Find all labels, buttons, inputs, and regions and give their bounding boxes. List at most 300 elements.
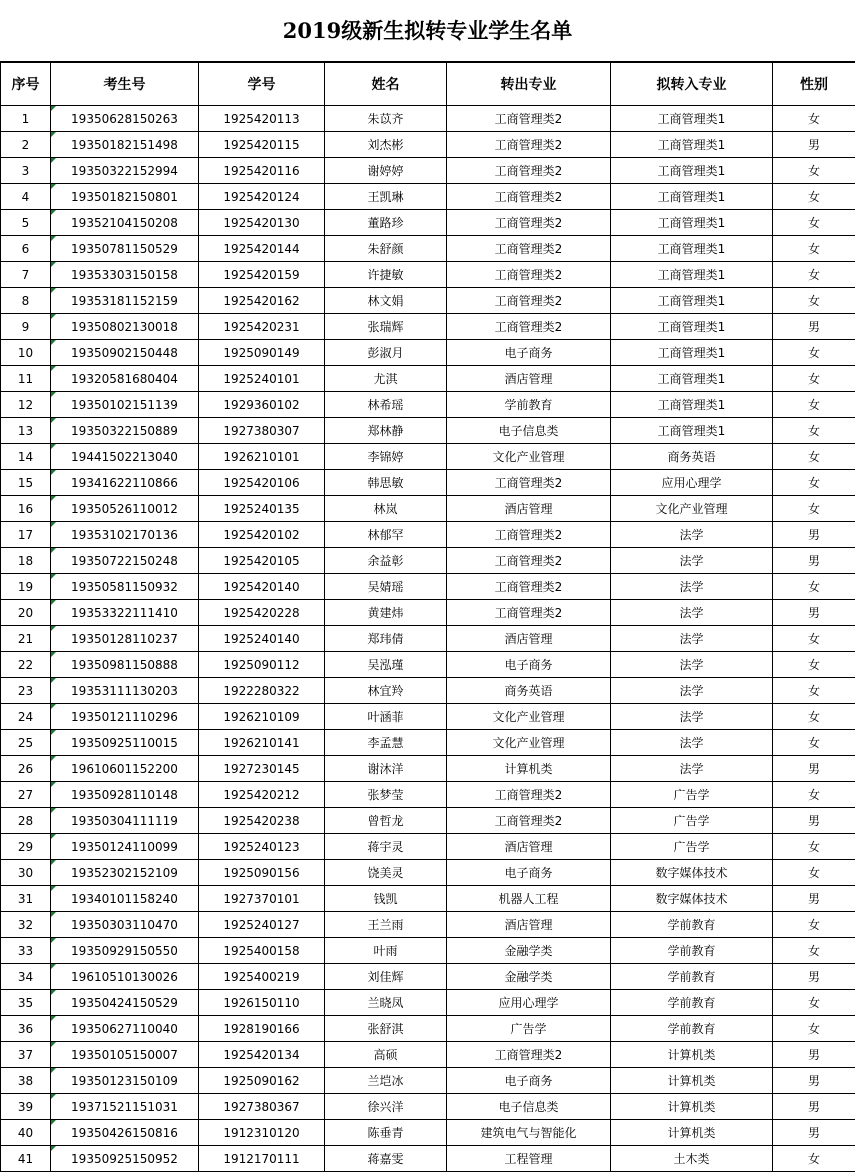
cell-exam-no: 19350128110237 [51, 626, 199, 652]
cell-from-major: 电子信息类 [447, 1094, 611, 1120]
cell-name: 郑玮倩 [325, 626, 447, 652]
cell-name: 谢婷婷 [325, 158, 447, 184]
table-row [1, 340, 855, 366]
cell-to-major: 广告学 [611, 834, 773, 860]
cell-to-major: 工商管理类1 [611, 236, 773, 262]
cell-student-no: 1925090156 [199, 860, 325, 886]
header-gender: 性别 [773, 63, 855, 106]
sheet-title: 2019级新生拟转专业学生名单 [0, 0, 855, 62]
cell-seq: 16 [1, 496, 51, 522]
cell-from-major: 工商管理类2 [447, 522, 611, 548]
cell-from-major: 工商管理类2 [447, 132, 611, 158]
cell-student-no: 1925420102 [199, 522, 325, 548]
cell-student-no: 1927230145 [199, 756, 325, 782]
table-row [1, 548, 855, 574]
cell-name: 尤淇 [325, 366, 447, 392]
header-row [1, 63, 855, 106]
cell-from-major: 商务英语 [447, 678, 611, 704]
cell-seq: 22 [1, 652, 51, 678]
cell-gender: 女 [773, 782, 855, 808]
cell-from-major: 工商管理类2 [447, 470, 611, 496]
cell-exam-no: 19353102170136 [51, 522, 199, 548]
cell-to-major: 计算机类 [611, 1120, 773, 1146]
cell-name: 蒋宇灵 [325, 834, 447, 860]
cell-student-no: 1925420228 [199, 600, 325, 626]
cell-exam-no: 19350928110148 [51, 782, 199, 808]
cell-gender: 女 [773, 678, 855, 704]
cell-name: 吴泓瑾 [325, 652, 447, 678]
cell-seq: 24 [1, 704, 51, 730]
cell-name: 林希瑶 [325, 392, 447, 418]
cell-exam-no: 19371521151031 [51, 1094, 199, 1120]
cell-from-major: 酒店管理 [447, 496, 611, 522]
cell-gender: 女 [773, 1146, 855, 1172]
table-row [1, 834, 855, 860]
cell-name: 陈垂青 [325, 1120, 447, 1146]
cell-student-no: 1925090149 [199, 340, 325, 366]
table-row [1, 314, 855, 340]
header-seq: 序号 [1, 63, 51, 106]
cell-from-major: 工程管理 [447, 1146, 611, 1172]
cell-from-major: 文化产业管理 [447, 704, 611, 730]
cell-to-major: 学前教育 [611, 938, 773, 964]
cell-student-no: 1925420116 [199, 158, 325, 184]
cell-gender: 男 [773, 1120, 855, 1146]
cell-seq: 12 [1, 392, 51, 418]
cell-student-no: 1912170111 [199, 1146, 325, 1172]
cell-name: 叶雨 [325, 938, 447, 964]
cell-name: 林郁罕 [325, 522, 447, 548]
cell-from-major: 工商管理类2 [447, 548, 611, 574]
table-row [1, 860, 855, 886]
cell-exam-no: 19352104150208 [51, 210, 199, 236]
cell-name: 钱凯 [325, 886, 447, 912]
table-row [1, 886, 855, 912]
cell-gender: 女 [773, 1016, 855, 1042]
cell-student-no: 1925240135 [199, 496, 325, 522]
cell-seq: 9 [1, 314, 51, 340]
cell-from-major: 工商管理类2 [447, 158, 611, 184]
cell-to-major: 工商管理类1 [611, 210, 773, 236]
cell-name: 林宜羚 [325, 678, 447, 704]
table-row [1, 808, 855, 834]
cell-seq: 23 [1, 678, 51, 704]
cell-student-no: 1925420113 [199, 106, 325, 132]
cell-gender: 女 [773, 366, 855, 392]
cell-to-major: 学前教育 [611, 1016, 773, 1042]
cell-exam-no: 19350581150932 [51, 574, 199, 600]
cell-student-no: 1926150110 [199, 990, 325, 1016]
cell-to-major: 学前教育 [611, 990, 773, 1016]
cell-student-no: 1925090112 [199, 652, 325, 678]
table-row [1, 730, 855, 756]
cell-seq: 20 [1, 600, 51, 626]
cell-gender: 男 [773, 522, 855, 548]
cell-gender: 男 [773, 756, 855, 782]
header-from-major: 转出专业 [447, 63, 611, 106]
cell-gender: 男 [773, 964, 855, 990]
cell-name: 许捷敏 [325, 262, 447, 288]
cell-gender: 女 [773, 262, 855, 288]
cell-from-major: 建筑电气与智能化 [447, 1120, 611, 1146]
cell-seq: 41 [1, 1146, 51, 1172]
table-row [1, 106, 855, 132]
cell-gender: 女 [773, 730, 855, 756]
header-student-no: 学号 [199, 63, 325, 106]
cell-exam-no: 19320581680404 [51, 366, 199, 392]
cell-gender: 女 [773, 418, 855, 444]
cell-to-major: 土木类 [611, 1146, 773, 1172]
table-row [1, 236, 855, 262]
cell-gender: 女 [773, 860, 855, 886]
cell-seq: 10 [1, 340, 51, 366]
cell-name: 兰晓凤 [325, 990, 447, 1016]
table-row [1, 288, 855, 314]
cell-gender: 男 [773, 1068, 855, 1094]
cell-exam-no: 19350123150109 [51, 1068, 199, 1094]
cell-from-major: 电子商务 [447, 340, 611, 366]
cell-exam-no: 19350902150448 [51, 340, 199, 366]
cell-to-major: 法学 [611, 600, 773, 626]
cell-name: 王兰雨 [325, 912, 447, 938]
cell-gender: 女 [773, 574, 855, 600]
cell-to-major: 工商管理类1 [611, 132, 773, 158]
student-table [0, 62, 855, 1172]
cell-name: 韩思敏 [325, 470, 447, 496]
table-row [1, 1068, 855, 1094]
table-row [1, 496, 855, 522]
cell-from-major: 电子信息类 [447, 418, 611, 444]
cell-from-major: 工商管理类2 [447, 262, 611, 288]
cell-to-major: 商务英语 [611, 444, 773, 470]
cell-seq: 17 [1, 522, 51, 548]
cell-seq: 5 [1, 210, 51, 236]
cell-name: 高硕 [325, 1042, 447, 1068]
table-row [1, 704, 855, 730]
cell-student-no: 1925400219 [199, 964, 325, 990]
cell-name: 曾哲龙 [325, 808, 447, 834]
cell-gender: 女 [773, 990, 855, 1016]
cell-student-no: 1926210109 [199, 704, 325, 730]
cell-gender: 男 [773, 1094, 855, 1120]
cell-name: 饶美灵 [325, 860, 447, 886]
cell-from-major: 金融学类 [447, 938, 611, 964]
table-row [1, 652, 855, 678]
cell-name: 蒋嘉雯 [325, 1146, 447, 1172]
cell-name: 朱苡齐 [325, 106, 447, 132]
cell-student-no: 1925240101 [199, 366, 325, 392]
table-row [1, 418, 855, 444]
cell-name: 彭淑月 [325, 340, 447, 366]
cell-from-major: 工商管理类2 [447, 808, 611, 834]
cell-student-no: 1925420162 [199, 288, 325, 314]
table-row [1, 964, 855, 990]
cell-student-no: 1925400158 [199, 938, 325, 964]
cell-exam-no: 19350627110040 [51, 1016, 199, 1042]
cell-gender: 男 [773, 808, 855, 834]
cell-exam-no: 19350929150550 [51, 938, 199, 964]
cell-gender: 女 [773, 184, 855, 210]
cell-exam-no: 19350105150007 [51, 1042, 199, 1068]
cell-seq: 39 [1, 1094, 51, 1120]
cell-to-major: 法学 [611, 652, 773, 678]
cell-student-no: 1912310120 [199, 1120, 325, 1146]
cell-to-major: 文化产业管理 [611, 496, 773, 522]
cell-student-no: 1927380307 [199, 418, 325, 444]
table-row [1, 1042, 855, 1068]
cell-to-major: 法学 [611, 678, 773, 704]
cell-from-major: 工商管理类2 [447, 184, 611, 210]
cell-gender: 女 [773, 236, 855, 262]
cell-exam-no: 19350322152994 [51, 158, 199, 184]
cell-from-major: 工商管理类2 [447, 1042, 611, 1068]
cell-from-major: 机器人工程 [447, 886, 611, 912]
cell-exam-no: 19350322150889 [51, 418, 199, 444]
cell-seq: 19 [1, 574, 51, 600]
cell-from-major: 工商管理类2 [447, 600, 611, 626]
cell-gender: 女 [773, 704, 855, 730]
table-row [1, 262, 855, 288]
cell-gender: 女 [773, 210, 855, 236]
table-row [1, 574, 855, 600]
cell-name: 王凯琳 [325, 184, 447, 210]
cell-gender: 男 [773, 600, 855, 626]
cell-name: 谢沐洋 [325, 756, 447, 782]
cell-gender: 女 [773, 626, 855, 652]
cell-exam-no: 19350182151498 [51, 132, 199, 158]
cell-gender: 女 [773, 834, 855, 860]
cell-from-major: 工商管理类2 [447, 236, 611, 262]
cell-name: 叶涵菲 [325, 704, 447, 730]
table-row [1, 626, 855, 652]
cell-exam-no: 19350925110015 [51, 730, 199, 756]
cell-exam-no: 19341622110866 [51, 470, 199, 496]
cell-from-major: 工商管理类2 [447, 314, 611, 340]
cell-seq: 35 [1, 990, 51, 1016]
table-row [1, 756, 855, 782]
cell-student-no: 1925090162 [199, 1068, 325, 1094]
cell-seq: 27 [1, 782, 51, 808]
cell-from-major: 工商管理类2 [447, 288, 611, 314]
cell-to-major: 学前教育 [611, 964, 773, 990]
cell-from-major: 酒店管理 [447, 834, 611, 860]
cell-gender: 男 [773, 548, 855, 574]
cell-to-major: 法学 [611, 574, 773, 600]
cell-to-major: 法学 [611, 704, 773, 730]
table-row [1, 184, 855, 210]
cell-gender: 男 [773, 886, 855, 912]
cell-gender: 男 [773, 1042, 855, 1068]
table-row [1, 444, 855, 470]
cell-exam-no: 19350124110099 [51, 834, 199, 860]
cell-exam-no: 19353322111410 [51, 600, 199, 626]
cell-seq: 36 [1, 1016, 51, 1042]
cell-to-major: 应用心理学 [611, 470, 773, 496]
cell-from-major: 酒店管理 [447, 626, 611, 652]
table-row [1, 132, 855, 158]
header-to-major: 拟转入专业 [611, 63, 773, 106]
cell-name: 张舒淇 [325, 1016, 447, 1042]
cell-name: 林岚 [325, 496, 447, 522]
cell-seq: 33 [1, 938, 51, 964]
cell-seq: 25 [1, 730, 51, 756]
table-row [1, 1016, 855, 1042]
cell-from-major: 电子商务 [447, 652, 611, 678]
cell-from-major: 文化产业管理 [447, 444, 611, 470]
table-body [1, 106, 855, 1172]
cell-exam-no: 19350981150888 [51, 652, 199, 678]
cell-from-major: 工商管理类2 [447, 106, 611, 132]
table-row [1, 600, 855, 626]
table-row [1, 158, 855, 184]
cell-to-major: 工商管理类1 [611, 262, 773, 288]
cell-student-no: 1926210101 [199, 444, 325, 470]
cell-student-no: 1925420140 [199, 574, 325, 600]
cell-seq: 21 [1, 626, 51, 652]
cell-to-major: 数字媒体技术 [611, 860, 773, 886]
cell-exam-no: 19350628150263 [51, 106, 199, 132]
cell-to-major: 工商管理类1 [611, 366, 773, 392]
cell-to-major: 工商管理类1 [611, 340, 773, 366]
table-row [1, 470, 855, 496]
cell-student-no: 1925420115 [199, 132, 325, 158]
cell-name: 吴婧瑶 [325, 574, 447, 600]
cell-exam-no: 19352302152109 [51, 860, 199, 886]
cell-student-no: 1925240140 [199, 626, 325, 652]
cell-exam-no: 19350182150801 [51, 184, 199, 210]
table-row [1, 782, 855, 808]
cell-gender: 女 [773, 652, 855, 678]
cell-seq: 4 [1, 184, 51, 210]
cell-name: 郑林静 [325, 418, 447, 444]
table-row [1, 392, 855, 418]
cell-student-no: 1925240123 [199, 834, 325, 860]
cell-student-no: 1927370101 [199, 886, 325, 912]
cell-from-major: 工商管理类2 [447, 782, 611, 808]
cell-student-no: 1925420231 [199, 314, 325, 340]
cell-seq: 34 [1, 964, 51, 990]
table-row [1, 938, 855, 964]
cell-seq: 29 [1, 834, 51, 860]
cell-student-no: 1925420159 [199, 262, 325, 288]
cell-seq: 14 [1, 444, 51, 470]
cell-to-major: 法学 [611, 730, 773, 756]
cell-exam-no: 19350802130018 [51, 314, 199, 340]
header-exam-no: 考生号 [51, 63, 199, 106]
cell-student-no: 1927380367 [199, 1094, 325, 1120]
cell-student-no: 1925420105 [199, 548, 325, 574]
cell-name: 徐兴洋 [325, 1094, 447, 1120]
table-row [1, 1094, 855, 1120]
cell-student-no: 1929360102 [199, 392, 325, 418]
cell-name: 张梦莹 [325, 782, 447, 808]
cell-exam-no: 19610601152200 [51, 756, 199, 782]
cell-to-major: 计算机类 [611, 1094, 773, 1120]
cell-seq: 8 [1, 288, 51, 314]
cell-student-no: 1926210141 [199, 730, 325, 756]
cell-seq: 26 [1, 756, 51, 782]
cell-name: 张瑞辉 [325, 314, 447, 340]
table-row [1, 990, 855, 1016]
cell-name: 余益彰 [325, 548, 447, 574]
cell-to-major: 工商管理类1 [611, 106, 773, 132]
cell-exam-no: 19441502213040 [51, 444, 199, 470]
cell-seq: 15 [1, 470, 51, 496]
cell-to-major: 数字媒体技术 [611, 886, 773, 912]
table-row [1, 1146, 855, 1172]
cell-name: 李锦婷 [325, 444, 447, 470]
cell-name: 黄建炜 [325, 600, 447, 626]
cell-seq: 6 [1, 236, 51, 262]
cell-seq: 31 [1, 886, 51, 912]
cell-from-major: 文化产业管理 [447, 730, 611, 756]
cell-exam-no: 19350303110470 [51, 912, 199, 938]
cell-student-no: 1925420212 [199, 782, 325, 808]
cell-seq: 28 [1, 808, 51, 834]
cell-student-no: 1925420134 [199, 1042, 325, 1068]
cell-seq: 40 [1, 1120, 51, 1146]
cell-student-no: 1925420130 [199, 210, 325, 236]
cell-seq: 3 [1, 158, 51, 184]
cell-seq: 30 [1, 860, 51, 886]
cell-exam-no: 19350424150529 [51, 990, 199, 1016]
cell-name: 林文娟 [325, 288, 447, 314]
cell-seq: 1 [1, 106, 51, 132]
header-name: 姓名 [325, 63, 447, 106]
cell-gender: 女 [773, 496, 855, 522]
cell-exam-no: 19350121110296 [51, 704, 199, 730]
table-row [1, 366, 855, 392]
cell-gender: 男 [773, 132, 855, 158]
cell-to-major: 工商管理类1 [611, 184, 773, 210]
cell-exam-no: 19350304111119 [51, 808, 199, 834]
cell-gender: 女 [773, 340, 855, 366]
cell-from-major: 学前教育 [447, 392, 611, 418]
cell-to-major: 法学 [611, 548, 773, 574]
cell-exam-no: 19610510130026 [51, 964, 199, 990]
cell-exam-no: 19353303150158 [51, 262, 199, 288]
table-row [1, 912, 855, 938]
cell-gender: 女 [773, 288, 855, 314]
cell-gender: 男 [773, 314, 855, 340]
cell-exam-no: 19340101158240 [51, 886, 199, 912]
cell-name: 董路珍 [325, 210, 447, 236]
cell-gender: 女 [773, 470, 855, 496]
cell-student-no: 1922280322 [199, 678, 325, 704]
cell-exam-no: 19350722150248 [51, 548, 199, 574]
cell-from-major: 电子商务 [447, 1068, 611, 1094]
cell-seq: 38 [1, 1068, 51, 1094]
cell-from-major: 电子商务 [447, 860, 611, 886]
cell-exam-no: 19350426150816 [51, 1120, 199, 1146]
cell-gender: 女 [773, 106, 855, 132]
cell-from-major: 计算机类 [447, 756, 611, 782]
cell-gender: 女 [773, 158, 855, 184]
cell-exam-no: 19353111130203 [51, 678, 199, 704]
cell-to-major: 工商管理类1 [611, 288, 773, 314]
cell-gender: 女 [773, 938, 855, 964]
table-row [1, 210, 855, 236]
cell-student-no: 1925420124 [199, 184, 325, 210]
cell-to-major: 法学 [611, 756, 773, 782]
cell-seq: 11 [1, 366, 51, 392]
cell-name: 刘佳辉 [325, 964, 447, 990]
cell-to-major: 工商管理类1 [611, 314, 773, 340]
cell-to-major: 广告学 [611, 782, 773, 808]
cell-to-major: 工商管理类1 [611, 418, 773, 444]
cell-from-major: 酒店管理 [447, 366, 611, 392]
cell-from-major: 工商管理类2 [447, 210, 611, 236]
